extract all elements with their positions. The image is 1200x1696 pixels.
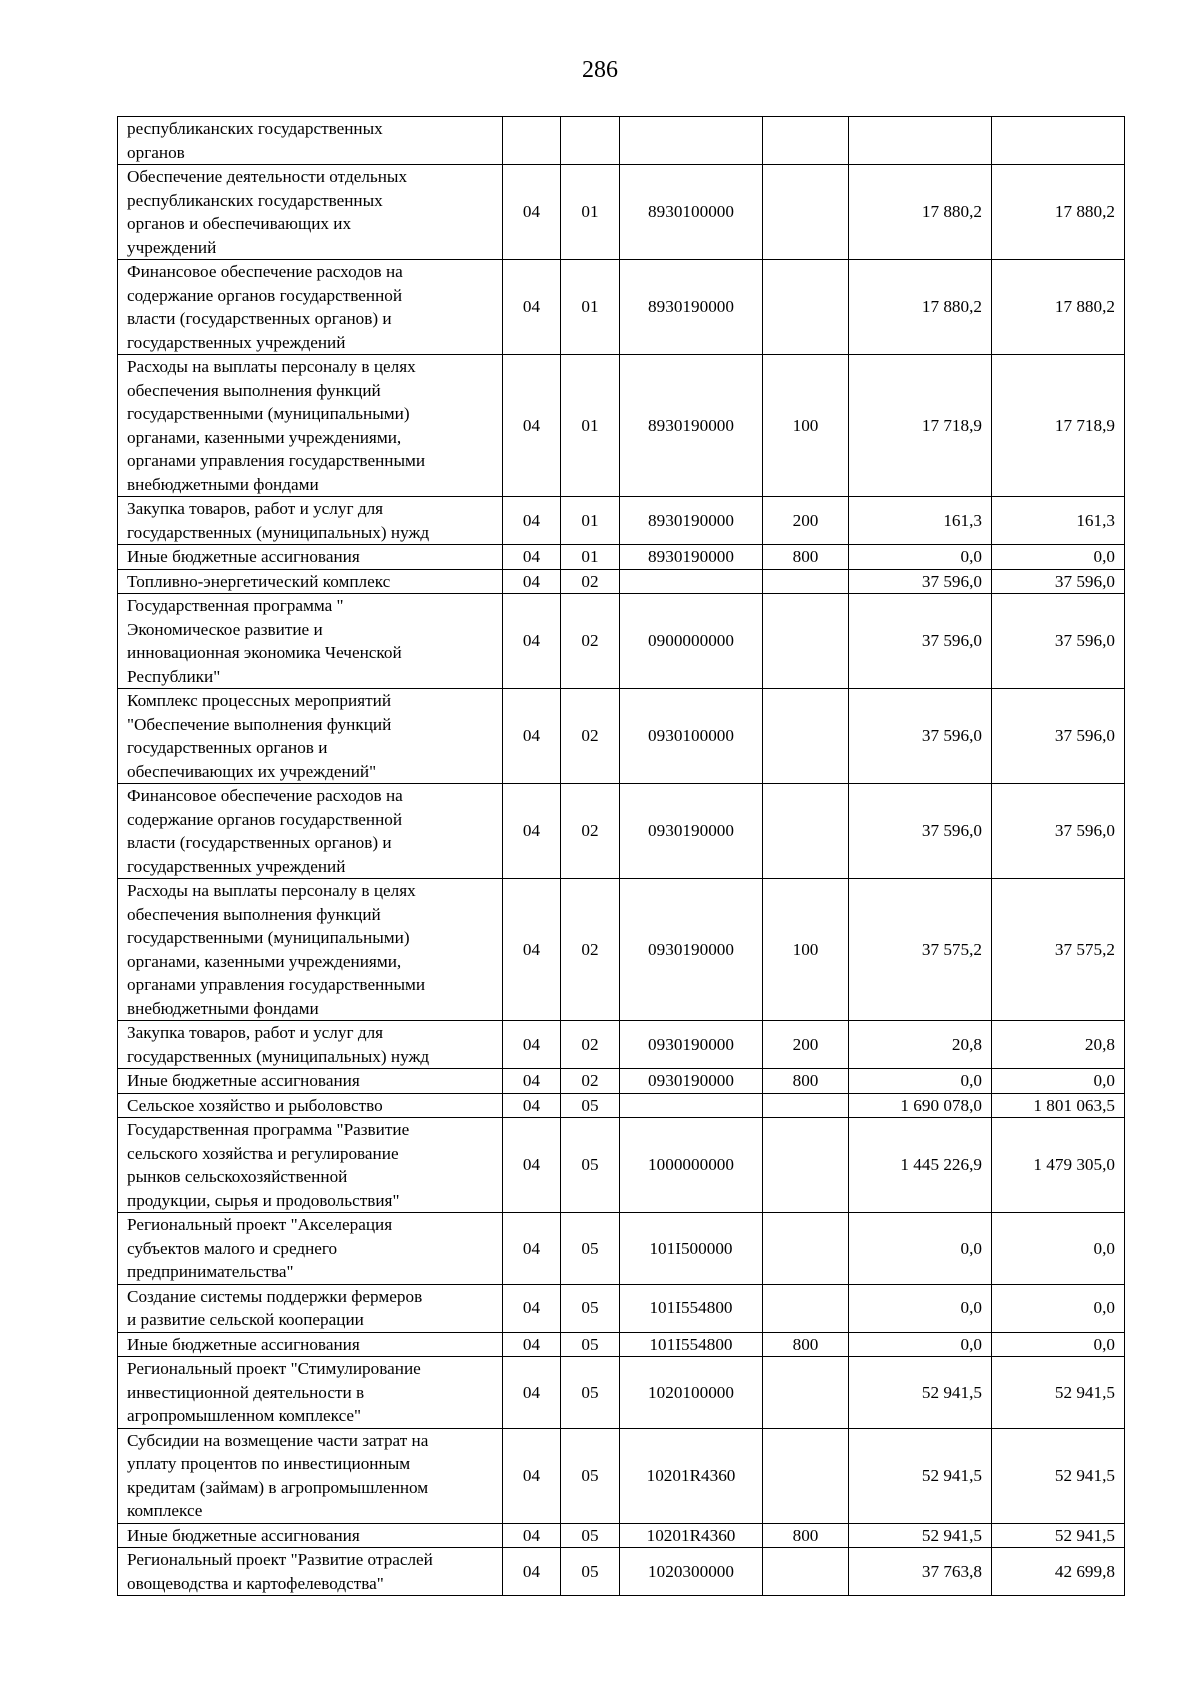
section-code-cell: 04 [503,1284,561,1332]
subsection-code-cell: 05 [561,1093,620,1118]
target-article-cell: 0930190000 [620,784,763,879]
subsection-code-cell: 05 [561,1118,620,1213]
section-code-cell: 04 [503,689,561,784]
expense-type-cell [763,1213,849,1285]
target-article-cell: 0930190000 [620,1069,763,1094]
expense-type-cell [763,165,849,260]
amount-year1-cell: 17 718,9 [849,355,992,497]
section-code-cell: 04 [503,569,561,594]
section-code-cell [503,117,561,165]
expense-type-cell [763,260,849,355]
subsection-code-cell: 02 [561,1069,620,1094]
amount-year1-cell: 161,3 [849,497,992,545]
subsection-code-cell: 05 [561,1332,620,1357]
subsection-code-cell: 02 [561,689,620,784]
table-row [118,1357,1125,1429]
row-name-cell: Финансовое обеспечение расходов на содержание органов государственной власти (государственных органов) и государственных учреждений [118,260,503,355]
amount-year1-cell: 37 763,8 [849,1548,992,1596]
row-name-cell: Иные бюджетные ассигнования [118,1069,503,1094]
section-code-cell: 04 [503,1213,561,1285]
subsection-code-cell: 02 [561,879,620,1021]
amount-year2-cell: 42 699,8 [992,1548,1125,1596]
amount-year1-cell: 17 880,2 [849,260,992,355]
target-article-cell [620,569,763,594]
amount-year2-cell: 37 575,2 [992,879,1125,1021]
amount-year2-cell: 0,0 [992,545,1125,570]
expense-type-cell [763,1093,849,1118]
table-row [118,879,1125,1021]
table-row [118,165,1125,260]
amount-year1-cell [849,117,992,165]
expense-type-cell [763,1548,849,1596]
amount-year2-cell: 161,3 [992,497,1125,545]
amount-year1-cell: 0,0 [849,545,992,570]
target-article-cell: 101I554800 [620,1332,763,1357]
expense-type-cell [763,689,849,784]
amount-year2-cell: 1 801 063,5 [992,1093,1125,1118]
target-article-cell: 10201R4360 [620,1428,763,1523]
subsection-code-cell: 02 [561,1021,620,1069]
target-article-cell: 101I500000 [620,1213,763,1285]
subsection-code-cell: 01 [561,165,620,260]
amount-year1-cell: 52 941,5 [849,1428,992,1523]
target-article-cell: 0930190000 [620,1021,763,1069]
table-row [118,1523,1125,1548]
subsection-code-cell: 01 [561,355,620,497]
expense-type-cell: 200 [763,1021,849,1069]
amount-year1-cell: 0,0 [849,1213,992,1285]
expense-type-cell: 800 [763,1523,849,1548]
row-name-cell: Закупка товаров, работ и услуг для государственных (муниципальных) нужд [118,1021,503,1069]
subsection-code-cell: 02 [561,569,620,594]
section-code-cell: 04 [503,497,561,545]
target-article-cell: 8930190000 [620,497,763,545]
page-number: 286 [582,57,618,83]
section-code-cell: 04 [503,1357,561,1429]
amount-year2-cell: 17 880,2 [992,165,1125,260]
table-row [118,1118,1125,1213]
row-name-cell: Субсидии на возмещение части затрат на уплату процентов по инвестиционным кредитам (займам) в агропромышленном комплексе [118,1428,503,1523]
row-name-cell: Расходы на выплаты персоналу в целях обеспечения выполнения функций государственными (муниципальными) органами, казенными учреждениями, органами управления государственными внебюджетными фондами [118,879,503,1021]
row-name-cell: Региональный проект "Стимулирование инвестиционной деятельности в агропромышленном комплексе" [118,1357,503,1429]
section-code-cell: 04 [503,1021,561,1069]
section-code-cell: 04 [503,1093,561,1118]
budget-table [117,116,1125,1596]
row-name-cell: Иные бюджетные ассигнования [118,1523,503,1548]
target-article-cell: 1000000000 [620,1118,763,1213]
amount-year1-cell: 52 941,5 [849,1523,992,1548]
amount-year2-cell: 37 596,0 [992,569,1125,594]
section-code-cell: 04 [503,545,561,570]
table-row [118,1548,1125,1596]
target-article-cell: 10201R4360 [620,1523,763,1548]
section-code-cell: 04 [503,879,561,1021]
section-code-cell: 04 [503,355,561,497]
row-name-cell: Иные бюджетные ассигнования [118,545,503,570]
subsection-code-cell: 05 [561,1548,620,1596]
subsection-code-cell: 01 [561,497,620,545]
amount-year2-cell: 17 718,9 [992,355,1125,497]
expense-type-cell: 100 [763,355,849,497]
table-row [118,569,1125,594]
target-article-cell: 1020100000 [620,1357,763,1429]
row-name-cell: Создание системы поддержки фермеров и развитие сельской кооперации [118,1284,503,1332]
section-code-cell: 04 [503,1548,561,1596]
amount-year2-cell: 17 880,2 [992,260,1125,355]
target-article-cell [620,117,763,165]
subsection-code-cell: 05 [561,1357,620,1429]
amount-year1-cell: 52 941,5 [849,1357,992,1429]
amount-year1-cell: 0,0 [849,1069,992,1094]
amount-year2-cell: 0,0 [992,1332,1125,1357]
subsection-code-cell: 02 [561,784,620,879]
row-name-cell: Региональный проект "Развитие отраслей овощеводства и картофелеводства" [118,1548,503,1596]
amount-year2-cell: 0,0 [992,1284,1125,1332]
amount-year1-cell: 17 880,2 [849,165,992,260]
table-row [118,545,1125,570]
target-article-cell: 1020300000 [620,1548,763,1596]
section-code-cell: 04 [503,784,561,879]
expense-type-cell [763,117,849,165]
table-row [118,1093,1125,1118]
row-name-cell: Обеспечение деятельности отдельных республиканских государственных органов и обеспечивающих их учреждений [118,165,503,260]
section-code-cell: 04 [503,1523,561,1548]
row-name-cell: Региональный проект "Акселерация субъектов малого и среднего предпринимательства" [118,1213,503,1285]
table-row [118,1428,1125,1523]
row-name-cell: Финансовое обеспечение расходов на содержание органов государственной власти (государственных органов) и государственных учреждений [118,784,503,879]
row-name-cell: Сельское хозяйство и рыболовство [118,1093,503,1118]
target-article-cell: 101I554800 [620,1284,763,1332]
section-code-cell: 04 [503,1428,561,1523]
amount-year1-cell: 37 596,0 [849,784,992,879]
subsection-code-cell: 05 [561,1284,620,1332]
row-name-cell: Государственная программа " Экономическое развитие и инновационная экономика Чеченской Республики" [118,594,503,689]
target-article-cell: 8930100000 [620,165,763,260]
amount-year1-cell: 0,0 [849,1284,992,1332]
expense-type-cell: 100 [763,879,849,1021]
target-article-cell: 0930190000 [620,879,763,1021]
table-row [118,260,1125,355]
amount-year2-cell: 37 596,0 [992,784,1125,879]
row-name-cell: Государственная программа "Развитие сельского хозяйства и регулирование рынков сельскохозяйственной продукции, сырья и продовольствия" [118,1118,503,1213]
section-code-cell: 04 [503,594,561,689]
table-row [118,117,1125,165]
amount-year1-cell: 37 596,0 [849,689,992,784]
row-name-cell: республиканских государственных органов [118,117,503,165]
expense-type-cell [763,569,849,594]
expense-type-cell [763,784,849,879]
expense-type-cell [763,1284,849,1332]
amount-year1-cell: 1 690 078,0 [849,1093,992,1118]
amount-year2-cell: 1 479 305,0 [992,1118,1125,1213]
subsection-code-cell: 05 [561,1213,620,1285]
row-name-cell: Топливно-энергетический комплекс [118,569,503,594]
amount-year1-cell: 1 445 226,9 [849,1118,992,1213]
row-name-cell: Расходы на выплаты персоналу в целях обеспечения выполнения функций государственными (муниципальными) органами, казенными учреждениями, органами управления государственными внебюджетными фондами [118,355,503,497]
expense-type-cell: 200 [763,497,849,545]
amount-year2-cell: 37 596,0 [992,594,1125,689]
amount-year2-cell [992,117,1125,165]
row-name-cell: Иные бюджетные ассигнования [118,1332,503,1357]
target-article-cell: 0930100000 [620,689,763,784]
amount-year1-cell: 20,8 [849,1021,992,1069]
amount-year1-cell: 37 575,2 [849,879,992,1021]
table-row [118,1213,1125,1285]
expense-type-cell: 800 [763,1332,849,1357]
amount-year2-cell: 20,8 [992,1021,1125,1069]
subsection-code-cell: 05 [561,1428,620,1523]
section-code-cell: 04 [503,260,561,355]
expense-type-cell [763,1428,849,1523]
target-article-cell: 0900000000 [620,594,763,689]
amount-year2-cell: 52 941,5 [992,1357,1125,1429]
budget-table-body [118,117,1125,1596]
expense-type-cell [763,594,849,689]
expense-type-cell [763,1357,849,1429]
expense-type-cell [763,1118,849,1213]
amount-year1-cell: 37 596,0 [849,594,992,689]
table-row [118,1069,1125,1094]
table-row [118,1284,1125,1332]
subsection-code-cell [561,117,620,165]
section-code-cell: 04 [503,1069,561,1094]
amount-year2-cell: 37 596,0 [992,689,1125,784]
amount-year2-cell: 52 941,5 [992,1523,1125,1548]
table-row [118,594,1125,689]
target-article-cell: 8930190000 [620,545,763,570]
amount-year2-cell: 0,0 [992,1069,1125,1094]
amount-year1-cell: 0,0 [849,1332,992,1357]
amount-year2-cell: 52 941,5 [992,1428,1125,1523]
section-code-cell: 04 [503,1118,561,1213]
amount-year2-cell: 0,0 [992,1213,1125,1285]
amount-year1-cell: 37 596,0 [849,569,992,594]
subsection-code-cell: 02 [561,594,620,689]
subsection-code-cell: 05 [561,1523,620,1548]
table-row [118,689,1125,784]
table-row [118,355,1125,497]
target-article-cell: 8930190000 [620,355,763,497]
subsection-code-cell: 01 [561,545,620,570]
section-code-cell: 04 [503,1332,561,1357]
target-article-cell [620,1093,763,1118]
row-name-cell: Закупка товаров, работ и услуг для государственных (муниципальных) нужд [118,497,503,545]
row-name-cell: Комплекс процессных мероприятий "Обеспечение выполнения функций государственных органов и обеспечивающих их учреждений" [118,689,503,784]
table-row [118,497,1125,545]
section-code-cell: 04 [503,165,561,260]
table-row [118,784,1125,879]
expense-type-cell: 800 [763,545,849,570]
target-article-cell: 8930190000 [620,260,763,355]
table-row [118,1021,1125,1069]
table-row [118,1332,1125,1357]
subsection-code-cell: 01 [561,260,620,355]
expense-type-cell: 800 [763,1069,849,1094]
